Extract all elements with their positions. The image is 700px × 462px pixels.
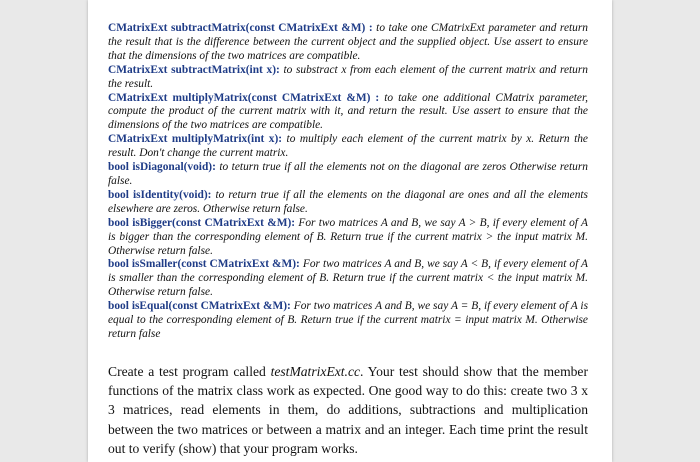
method-is-bigger [108,217,588,259]
method-signature: CMatrixExt subtractMatrix(const CMatrixExt &M) : [108,22,373,34]
test-program-instructions [108,362,588,458]
method-signature: bool isEqual(const CMatrixExt &M): [108,300,291,313]
method-signature: bool isDiagonal(void): [108,161,216,174]
method-description: For two matrices A and B, we say A > B, if every element of A is bigger than the corresponding element of B. Return true if the current matrix > the input matrix M. Otherwise return false. [108,216,588,257]
method-description: to take one CMatrixExt parameter and return the result that is the difference between the current object and the supplied object. Use assert to ensure that the dimensions of the two matrices are compatible. [108,22,588,62]
method-is-identity [108,189,588,217]
method-signature: CMatrixExt multiplyMatrix(const CMatrixExt &M) : [108,91,380,104]
document-content [108,22,588,458]
instructions-rest: . Your test should show that the member functions of the matrix class work as expected. One good way to do this: create two 3 x 3 matrices, read elements in them, do additions, subtractions and multiplication between the two matrices or between a matrix and an integer. Each time print the result out to verify (show) that your program works. [108,363,588,457]
method-multiply-matrix [108,92,588,134]
method-multiply-scalar [108,133,588,161]
method-signature: CMatrixExt subtractMatrix(int x): [108,63,280,76]
method-description: For two matrices A and B, we say A = B, if every element of A is equal to the corresponding element of B. Return true if the current matrix = input matrix M. Otherwise return false [108,300,588,340]
method-description: to multiply each element of the current matrix by x. Return the result. Don't change the current matrix. [108,133,588,160]
method-description: to return true if all the elements on the diagonal are ones and all the elements elsewhere are zeros. Otherwise return false. [108,188,588,215]
method-is-diagonal [108,161,588,189]
method-is-smaller [108,258,588,300]
method-description: to substract x from each element of the current matrix and return the result. [108,63,588,90]
method-signature: CMatrixExt multiplyMatrix(int x): [108,133,283,146]
method-description: to take one additional CMatrix parameter, compute the product of the current matrix with it, and return the result. Use assert to ensure that the dimensions of the two matrices are compatible. [108,91,588,132]
method-signature: bool isBigger(const CMatrixExt &M): [108,216,296,229]
method-description: For two matrices A and B, we say A < B, if every element of A is smaller than the corresponding element of B. Return true if the current matrix < the input matrix M. Otherwise return false. [108,258,588,299]
method-signature: bool isIdentity(void): [108,188,212,201]
method-subtract-matrix [108,22,588,64]
document-page [88,0,612,462]
method-is-equal [108,300,588,342]
method-description: to teturn true if all the elements not on the diagonal are zeros Otherwise return false. [108,161,588,187]
method-signature: bool isSmaller(const CMatrixExt &M): [108,258,300,271]
test-filename: testMatrixExt.cc [270,363,361,379]
method-subtract-scalar [108,64,588,92]
instructions-lead: Create a test program called [108,363,271,379]
